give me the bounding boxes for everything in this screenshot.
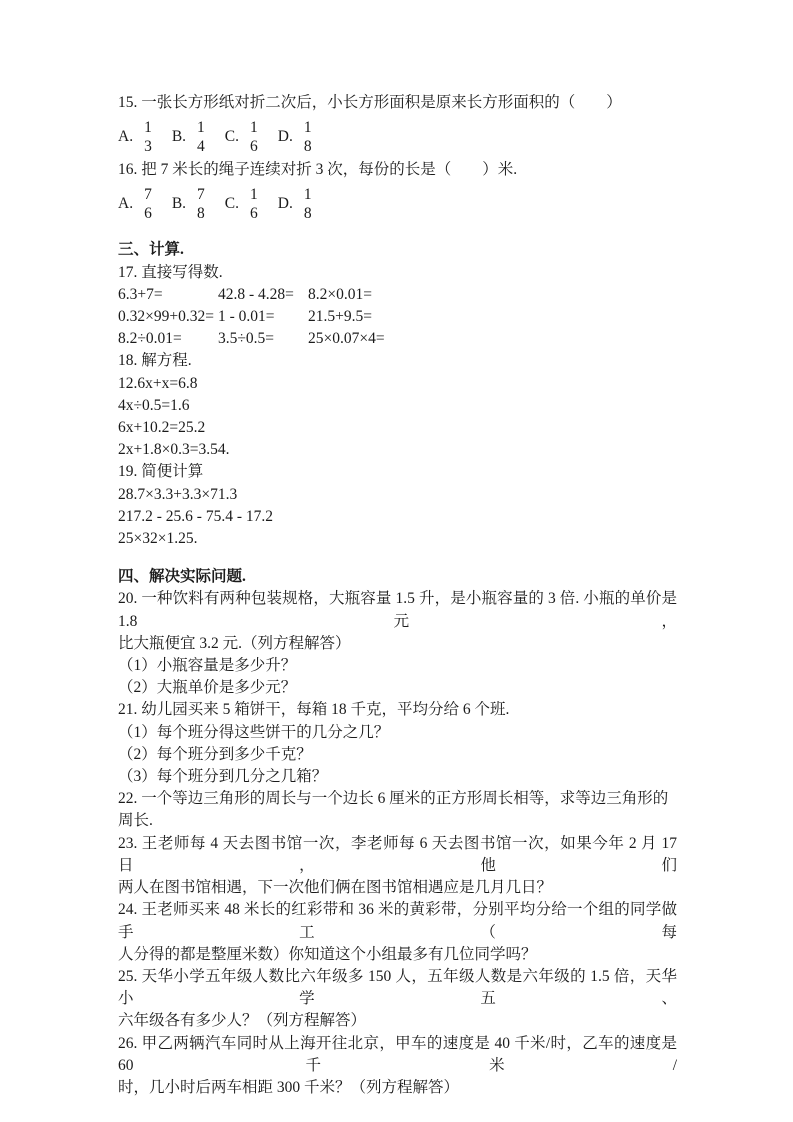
question-16-text: 16. 把 7 米长的绳子连续对折 3 次，每份的长是（ ）米. [118,161,518,179]
q19-expression-2: 217.2 - 25.6 - 75.4 - 17.2 [118,507,273,525]
fraction-denominator: 6 [144,204,152,222]
fraction-numerator: 1 [303,118,312,136]
question-19-title: 19. 简便计算 [118,463,204,481]
section-word-problems [118,566,677,1099]
question-25-line-2: 六年级各有多少人？（列方程解答） [118,1012,367,1030]
question-20-line-1: 20. 一种饮料有两种包装规格，大瓶容量 1.5 升，是小瓶容量的 3 倍. 小瓶的单价是 1.8 元， [118,590,677,630]
question-24-line-2: 人分得的都是整厘米数）你知道这个小组最多有几位同学吗？ [118,945,537,963]
calc-expression: 25×0.07×4= [308,330,385,348]
q17-row-3 [118,328,677,350]
fraction-denominator: 8 [197,204,205,222]
calc-expression: 8.2÷0.01= [118,330,182,348]
fraction [197,185,205,223]
option-label: A. [118,194,134,212]
calc-expression: 1 - 0.01= [218,308,275,326]
option-label: C. [224,194,240,212]
question-20-line-2: 比大瓶便宜 3.2 元.（列方程解答） [118,634,351,652]
fraction-numerator: 1 [250,185,258,203]
option-label: D. [277,127,293,145]
question-21-sub-3: （3）每个班分到几分之几箱？ [118,768,328,786]
q17-row-1 [118,284,677,306]
q17-row-2 [118,306,677,328]
option-15-a [118,118,152,156]
fraction-numerator: 1 [144,118,152,136]
question-23-line-1: 23. 王老师每 4 天去图书馆一次，李老师每 6 天去图书馆一次，如果今年 2 月 17 日，他们 [118,834,677,874]
calc-expression: 6.3+7= [118,285,163,303]
calc-expression: 42.8 - 4.28= [218,285,294,303]
fraction-denominator: 8 [303,204,312,222]
question-26-line-2: 时，几小时后两车相距 300 千米？（列方程解答） [118,1078,460,1096]
fraction-numerator: 1 [197,118,205,136]
option-15-b [172,118,205,156]
question-15-options [118,114,677,159]
fraction [250,185,258,223]
option-label: B. [171,194,187,212]
fraction [144,185,152,223]
question-22-text: 22. 一个等边三角形的周长与一个边长 6 厘米的正方形周长相等，求等边三角形的周长. [118,790,669,830]
q19-expression-1: 28.7×3.3+3.3×71.3 [118,485,238,503]
question-23-line-2: 两人在图书馆相遇，下一次他们俩在图书馆相遇应是几月几日？ [118,879,553,897]
fraction [304,185,312,223]
fraction-numerator: 1 [250,118,258,136]
fraction-numerator: 7 [144,185,152,203]
option-label: C. [224,127,240,145]
section-calculation [118,239,677,550]
question-24-line-1: 24. 王老师买来 48 米长的红彩带和 36 米的黄彩带，分别平均分给一个组的同学做手工（每 [118,901,677,941]
option-16-d [278,185,312,223]
calc-expression: 3.5÷0.5= [218,330,274,348]
option-15-d [278,118,312,156]
fraction-denominator: 6 [250,204,258,222]
fraction-numerator: 1 [303,185,312,203]
fraction [250,118,258,156]
fraction-denominator: 3 [144,137,152,155]
option-16-a [118,185,152,223]
question-20-sub-2: （2）大瓶单价是多少元？ [118,679,297,697]
option-16-c [225,185,258,223]
fraction [197,118,205,156]
q18-equation-4: 2x+1.8×0.3=3.54. [118,441,230,459]
question-21-sub-2: （2）每个班分到多少千克？ [118,745,312,763]
question-15-text: 15. 一张长方形纸对折二次后，小长方形面积是原来长方形面积的（ ） [118,94,622,111]
section-3-heading: 三、计算. [118,241,184,259]
option-label: B. [171,127,187,145]
fraction-denominator: 8 [303,137,312,155]
option-label: D. [277,194,293,212]
fraction-denominator: 4 [197,137,205,155]
section-multiple-choice [118,92,677,226]
question-25-line-1: 25. 天华小学五年级人数比六年级多 150 人，五年级人数是六年级的 1.5 倍，天华小学五、 [118,967,677,1008]
q19-expression-3: 25×32×1.25. [118,530,198,548]
question-20-sub-1: （1）小瓶容量是多少升？ [118,657,297,675]
option-label: A. [118,127,134,145]
q18-equation-2: 4x÷0.5=1.6 [118,396,190,414]
option-16-b [172,185,205,223]
calc-expression: 0.32×99+0.32= [118,308,214,326]
section-4-heading: 四、解决实际问题. [118,568,246,586]
question-26-line-1: 26. 甲乙两辆汽车同时从上海开往北京，甲车的速度是 40 千米/时，乙车的速度是 60 千米/ [118,1034,677,1074]
q18-equation-3: 6x+10.2=25.2 [118,419,206,437]
option-15-c [225,118,258,156]
fraction-numerator: 7 [197,185,205,203]
question-17-title: 17. 直接写得数. [118,263,223,281]
question-21-sub-1: （1）每个班分得这些饼干的几分之几？ [118,723,390,741]
question-16-options [118,181,677,226]
question-21-line-1: 21. 幼儿园买来 5 箱饼干，每箱 18 千克，平均分给 6 个班. [118,701,510,719]
calc-expression: 8.2×0.01= [308,285,372,303]
question-18-title: 18. 解方程. [118,352,192,370]
fraction [144,118,152,156]
fraction [304,118,312,156]
fraction-denominator: 6 [250,137,258,155]
q18-equation-1: 12.6x+x=6.8 [118,374,198,392]
calc-expression: 21.5+9.5= [308,308,372,326]
